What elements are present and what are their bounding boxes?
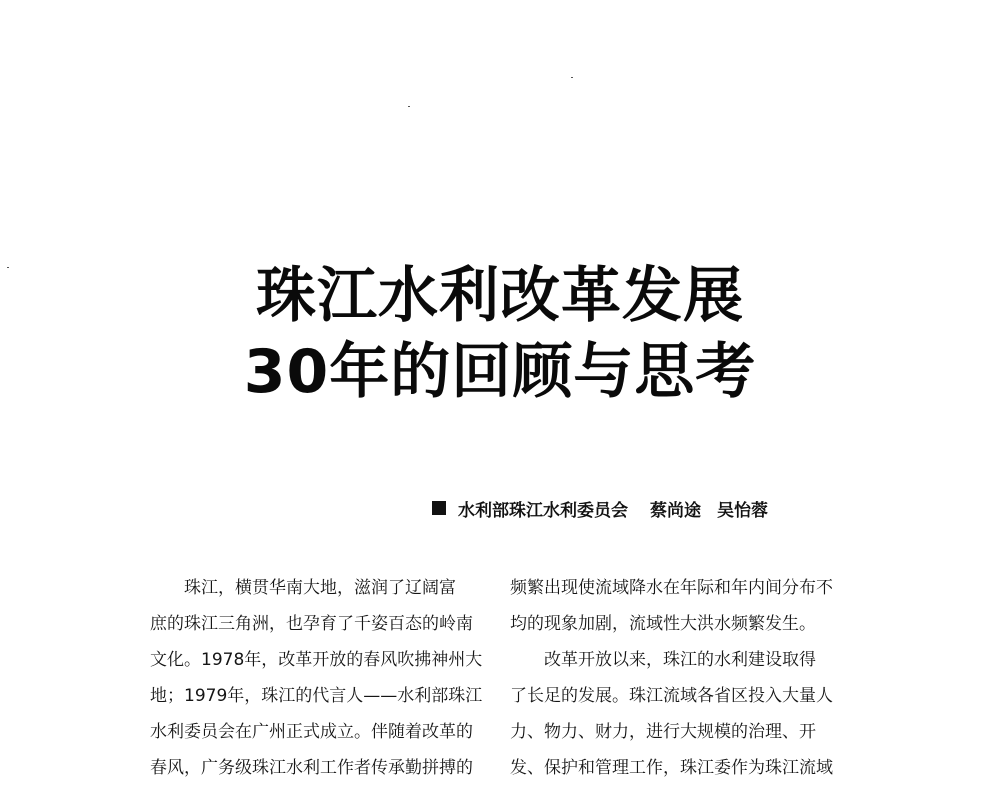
text-line: 了长足的发展。珠江流域各省区投入大量人 [510, 686, 833, 706]
black-square-bullet-icon [432, 501, 446, 515]
text-line: 庶的珠江三角洲，也孕育了千姿百态的岭南 [150, 614, 473, 634]
scan-speck [571, 77, 573, 78]
text-line: 力、物力、财力，进行大规模的治理、开 [510, 722, 816, 742]
article-title-line-2: 30年的回顾与思考 [243, 337, 757, 407]
text-line: 珠江，横贯华南大地，滋润了辽阔富 [184, 578, 456, 598]
text-line: 发、保护和管理工作，珠江委作为珠江流域 [510, 758, 833, 778]
text-line: 文化。1978年，改革开放的春风吹拂神州大 [150, 650, 483, 670]
text-line: 地；1979年，珠江的代言人——水利部珠江 [150, 686, 483, 706]
left-text-column [150, 570, 490, 786]
article-title-line-1: 珠江水利改革发展 [256, 261, 744, 331]
right-text-column [510, 570, 855, 786]
text-line: 均的现象加剧，流域性大洪水频繁发生。 [510, 614, 816, 634]
text-line: 水利委员会在广州正式成立。伴随着改革的 [150, 722, 473, 742]
text-line: 改革开放以来，珠江的水利建设取得 [544, 650, 816, 670]
byline-author: 吴怡蓉 [717, 500, 768, 521]
byline [432, 496, 768, 520]
byline-author: 蔡尚途 [650, 500, 701, 521]
byline-organization: 水利部珠江水利委员会 [458, 500, 628, 521]
text-line: 频繁出现使流域降水在年际和年内间分布不 [510, 578, 833, 598]
text-line: 春风，广务级珠江水利工作者传承勤拼搏的 [150, 758, 473, 778]
scan-speck [408, 106, 410, 107]
